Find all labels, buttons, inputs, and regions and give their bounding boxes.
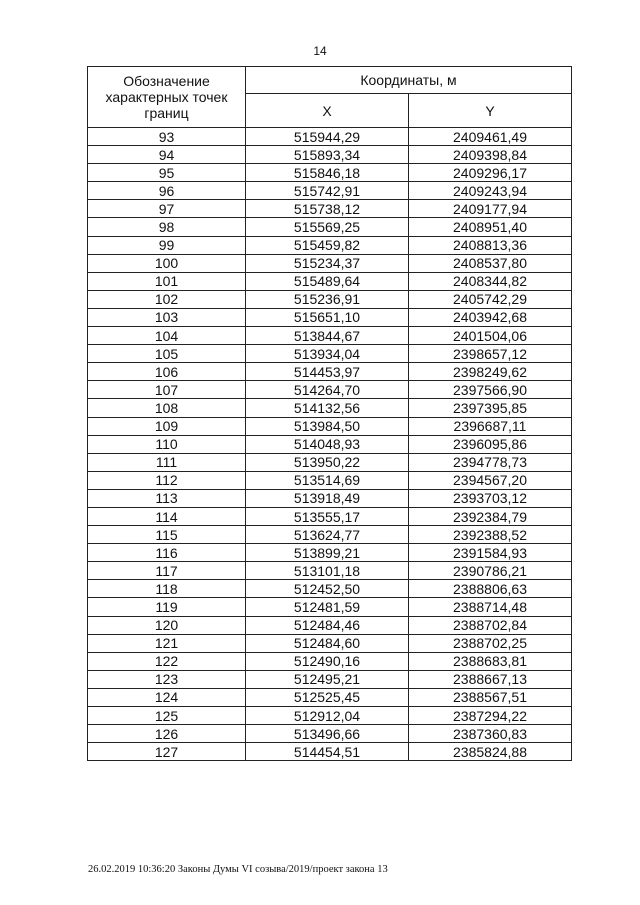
coordinate-y-cell: 2391584,93 <box>409 544 572 562</box>
table-row <box>88 580 572 598</box>
header-coordinates: Координаты, м <box>246 67 572 94</box>
table-row <box>88 453 572 471</box>
coordinate-y-cell: 2387360,83 <box>409 725 572 743</box>
coordinate-y-cell: 2409177,94 <box>409 200 572 218</box>
coordinate-y-cell: 2398249,62 <box>409 363 572 381</box>
table-row <box>88 471 572 489</box>
table-row <box>88 598 572 616</box>
coordinate-x-cell: 514453,97 <box>246 363 409 381</box>
coordinate-x-cell: 513844,67 <box>246 327 409 345</box>
table-row <box>88 688 572 706</box>
table-row <box>88 743 572 761</box>
coordinate-x-cell: 513899,21 <box>246 544 409 562</box>
table-row <box>88 489 572 507</box>
coordinate-y-cell: 2394567,20 <box>409 471 572 489</box>
coordinate-x-cell: 512484,60 <box>246 634 409 652</box>
table-row <box>88 616 572 634</box>
table-header-row <box>88 67 572 94</box>
point-number-cell: 121 <box>88 634 246 652</box>
coordinate-x-cell: 515234,37 <box>246 254 409 272</box>
point-number-cell: 93 <box>88 128 246 146</box>
table-row <box>88 272 572 290</box>
point-number-cell: 104 <box>88 327 246 345</box>
coordinate-x-cell: 514454,51 <box>246 743 409 761</box>
coordinate-x-cell: 515846,18 <box>246 164 409 182</box>
coordinate-y-cell: 2388683,81 <box>409 652 572 670</box>
coordinate-x-cell: 514048,93 <box>246 435 409 453</box>
point-number-cell: 119 <box>88 598 246 616</box>
coordinate-y-cell: 2409398,84 <box>409 146 572 164</box>
table-row <box>88 236 572 254</box>
coordinate-x-cell: 512495,21 <box>246 670 409 688</box>
coordinate-y-cell: 2409243,94 <box>409 182 572 200</box>
point-number-cell: 127 <box>88 743 246 761</box>
coordinate-x-cell: 515738,12 <box>246 200 409 218</box>
coordinate-y-cell: 2403942,68 <box>409 308 572 326</box>
coordinate-x-cell: 513555,17 <box>246 507 409 525</box>
coordinate-x-cell: 515459,82 <box>246 236 409 254</box>
point-number-cell: 109 <box>88 417 246 435</box>
table-row <box>88 670 572 688</box>
coordinate-x-cell: 515742,91 <box>246 182 409 200</box>
coordinate-y-cell: 2392388,52 <box>409 526 572 544</box>
coordinate-y-cell: 2396095,86 <box>409 435 572 453</box>
point-number-cell: 103 <box>88 308 246 326</box>
page-number: 14 <box>313 44 327 58</box>
point-number-cell: 111 <box>88 453 246 471</box>
coordinate-y-cell: 2408537,80 <box>409 254 572 272</box>
table-row <box>88 435 572 453</box>
coordinate-x-cell: 515569,25 <box>246 218 409 236</box>
table-row <box>88 363 572 381</box>
document-footer: 26.02.2019 10:36:20 Законы Думы VI созыва/2019/проект закона 13 <box>88 864 388 875</box>
point-number-cell: 115 <box>88 526 246 544</box>
header-y: Y <box>409 94 572 128</box>
coordinate-x-cell: 513984,50 <box>246 417 409 435</box>
coordinate-x-cell: 515893,34 <box>246 146 409 164</box>
point-number-cell: 95 <box>88 164 246 182</box>
table-row <box>88 327 572 345</box>
coordinate-x-cell: 515651,10 <box>246 308 409 326</box>
point-number-cell: 112 <box>88 471 246 489</box>
table-row <box>88 308 572 326</box>
coordinate-y-cell: 2401504,06 <box>409 327 572 345</box>
coordinate-x-cell: 514132,56 <box>246 399 409 417</box>
table-row <box>88 182 572 200</box>
point-number-cell: 113 <box>88 489 246 507</box>
table-row <box>88 218 572 236</box>
point-number-cell: 122 <box>88 652 246 670</box>
point-number-cell: 120 <box>88 616 246 634</box>
table-row <box>88 164 572 182</box>
point-number-cell: 125 <box>88 707 246 725</box>
coordinate-y-cell: 2408344,82 <box>409 272 572 290</box>
table-body <box>88 128 572 761</box>
point-number-cell: 118 <box>88 580 246 598</box>
coordinate-x-cell: 513514,69 <box>246 471 409 489</box>
coordinate-y-cell: 2405742,29 <box>409 290 572 308</box>
table-row <box>88 707 572 725</box>
table-row <box>88 381 572 399</box>
table-row <box>88 417 572 435</box>
coordinate-y-cell: 2409461,49 <box>409 128 572 146</box>
point-number-cell: 110 <box>88 435 246 453</box>
coordinate-y-cell: 2385824,88 <box>409 743 572 761</box>
coordinate-x-cell: 512525,45 <box>246 688 409 706</box>
table-row <box>88 562 572 580</box>
table-row <box>88 634 572 652</box>
point-number-cell: 106 <box>88 363 246 381</box>
coordinate-y-cell: 2394778,73 <box>409 453 572 471</box>
table-row <box>88 507 572 525</box>
coordinate-x-cell: 513934,04 <box>246 345 409 363</box>
coordinate-x-cell: 513624,77 <box>246 526 409 544</box>
point-number-cell: 97 <box>88 200 246 218</box>
table-row <box>88 200 572 218</box>
header-x: X <box>246 94 409 128</box>
point-number-cell: 100 <box>88 254 246 272</box>
point-number-cell: 99 <box>88 236 246 254</box>
header-designation: Обозначение характерных точек границ <box>88 67 246 128</box>
coordinate-x-cell: 515944,29 <box>246 128 409 146</box>
coordinate-x-cell: 514264,70 <box>246 381 409 399</box>
coordinate-x-cell: 513101,18 <box>246 562 409 580</box>
coordinate-y-cell: 2387294,22 <box>409 707 572 725</box>
coordinate-y-cell: 2408813,36 <box>409 236 572 254</box>
coordinate-x-cell: 512481,59 <box>246 598 409 616</box>
coordinate-y-cell: 2388702,84 <box>409 616 572 634</box>
coordinate-y-cell: 2408951,40 <box>409 218 572 236</box>
coordinate-y-cell: 2392384,79 <box>409 507 572 525</box>
point-number-cell: 101 <box>88 272 246 290</box>
coordinate-x-cell: 512912,04 <box>246 707 409 725</box>
coordinate-y-cell: 2388702,25 <box>409 634 572 652</box>
point-number-cell: 108 <box>88 399 246 417</box>
table-row <box>88 544 572 562</box>
point-number-cell: 123 <box>88 670 246 688</box>
point-number-cell: 124 <box>88 688 246 706</box>
coordinate-y-cell: 2397566,90 <box>409 381 572 399</box>
coordinate-x-cell: 515236,91 <box>246 290 409 308</box>
table-row <box>88 652 572 670</box>
coordinate-y-cell: 2396687,11 <box>409 417 572 435</box>
point-number-cell: 94 <box>88 146 246 164</box>
table-row <box>88 399 572 417</box>
coordinate-x-cell: 512484,46 <box>246 616 409 634</box>
coordinates-table <box>87 66 572 761</box>
table-row <box>88 290 572 308</box>
coordinate-y-cell: 2397395,85 <box>409 399 572 417</box>
coordinate-y-cell: 2390786,21 <box>409 562 572 580</box>
coordinate-x-cell: 513950,22 <box>246 453 409 471</box>
coordinate-x-cell: 513496,66 <box>246 725 409 743</box>
point-number-cell: 98 <box>88 218 246 236</box>
point-number-cell: 107 <box>88 381 246 399</box>
coordinate-y-cell: 2393703,12 <box>409 489 572 507</box>
coordinate-y-cell: 2388567,51 <box>409 688 572 706</box>
point-number-cell: 102 <box>88 290 246 308</box>
point-number-cell: 126 <box>88 725 246 743</box>
coordinate-y-cell: 2398657,12 <box>409 345 572 363</box>
point-number-cell: 116 <box>88 544 246 562</box>
table-row <box>88 526 572 544</box>
table-row <box>88 128 572 146</box>
coordinate-y-cell: 2388667,13 <box>409 670 572 688</box>
point-number-cell: 114 <box>88 507 246 525</box>
coordinate-y-cell: 2388714,48 <box>409 598 572 616</box>
coordinate-y-cell: 2388806,63 <box>409 580 572 598</box>
table-row <box>88 146 572 164</box>
table-row <box>88 725 572 743</box>
coordinate-x-cell: 515489,64 <box>246 272 409 290</box>
table-row <box>88 254 572 272</box>
coordinate-x-cell: 512490,16 <box>246 652 409 670</box>
point-number-cell: 117 <box>88 562 246 580</box>
point-number-cell: 105 <box>88 345 246 363</box>
coordinate-x-cell: 512452,50 <box>246 580 409 598</box>
coordinate-x-cell: 513918,49 <box>246 489 409 507</box>
coordinate-y-cell: 2409296,17 <box>409 164 572 182</box>
table-row <box>88 345 572 363</box>
point-number-cell: 96 <box>88 182 246 200</box>
